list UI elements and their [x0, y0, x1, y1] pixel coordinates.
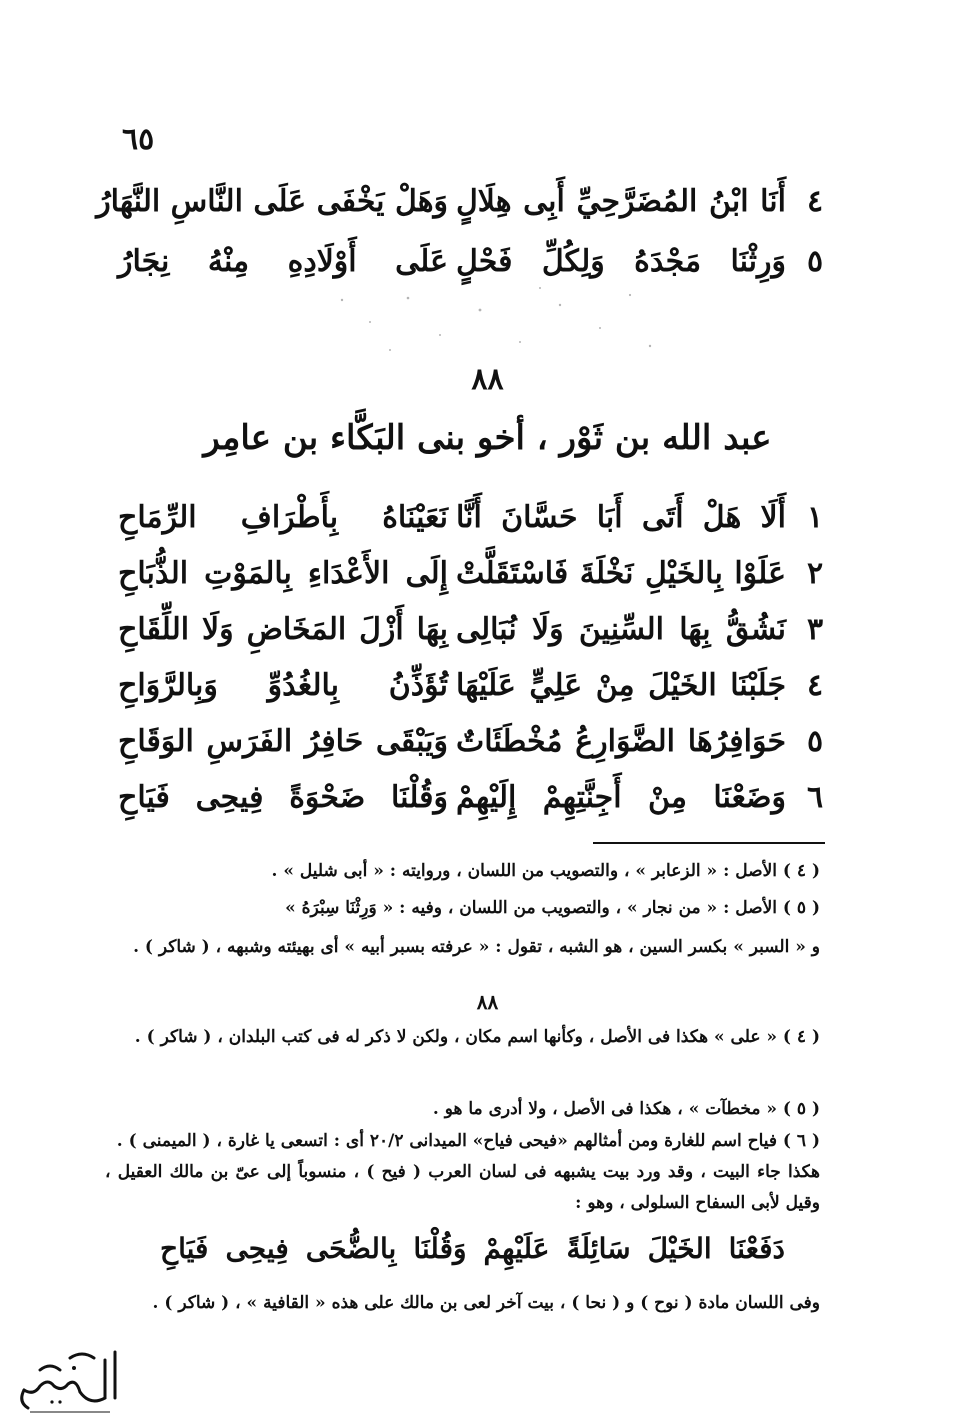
footnote-rule — [593, 842, 825, 844]
library-stamp-logo — [10, 1340, 128, 1418]
verse-first-hemistich: وَضَعْنَا مِنْ أَجِنَّتِهِمْ إِلَيْهِمْ — [456, 780, 786, 815]
verse-number: ٥ — [806, 244, 824, 279]
verse-first-hemistich: جَلَبْنَا الخَيْلَ مِنْ عَلِيٍّ عَلَيْهَا — [456, 668, 786, 703]
verse-second-hemistich: وَقُلْنَا ضَحْوَةً فِيحِى فَيَاحِ — [118, 780, 448, 815]
verse-second-hemistich: بِهَا أَزْلَ المَخَاضِ وَلَا اللِّقَاحِ — [118, 612, 448, 647]
verse-second-hemistich: نَعَيْنَاهُ بِأَطْرَافِ الرِّمَاحِ — [118, 500, 448, 535]
verse-second-hemistich: وَهَلْ يَخْفَى عَلَى النَّاسِ النَّهَارُ — [96, 184, 448, 219]
footnote: ( ٥ ) الأصل : « من نجار » ، والتصويب من اللسان ، وفيه : « وَرِثْنَا سِبْرَهُ » — [285, 898, 820, 918]
verse-line — [118, 716, 828, 772]
footnote: ( ٥ ) « مخطآت » ، هكذا فى الأصل ، ولا أدرى ما هو . — [432, 1099, 820, 1119]
verse-number: ٣ — [806, 612, 824, 647]
footnote: هكذا جاء البيت ، وقد ورد بيت يشبهه فى لسان العرب ( فيح ) ، منسوباً إلى عىّ بن مالك العقيل ، وقيل لأبى السفاح السلولى ، وهو : — [105, 1162, 820, 1213]
footnote: وفى اللسان مادة ( نوح ) و ( نحا ) ، بيت آخر لعى بن مالك على هذه « القافية » ، ( شاكر ) . — [152, 1293, 820, 1313]
verse-number: ٥ — [806, 724, 824, 759]
verse-first-hemistich: نَشُقُّ بِهَا السِّنِينَ وَلَا نُبَالِى — [456, 612, 786, 647]
verse-first-hemistich: وَرِثْنَا مَجْدَهُ وَلِكُلِّ فَحْلٍ — [456, 244, 786, 279]
verse-first-hemistich: أَلَا هَلْ أَتَى أَبَا حَسَّانَ أَنَّا — [456, 500, 786, 535]
verse-line — [118, 604, 828, 660]
verse-first-hemistich: عَلَوْا بِالخَيْلِ نَخْلَةَ فَاسْتَقَلَّتْ — [456, 556, 786, 591]
verse-number: ٤ — [806, 184, 824, 219]
verse-second-hemistich: إِلَى الأَعْدَاءِ بِالمَوْتِ الذُّبَاحِ — [118, 556, 448, 591]
verse-line — [118, 492, 828, 548]
footnote: ( ٤ ) « على » هكذا فى الأصل ، وكأنها اسم مكان ، ولكن لا ذكر له فى كتب البلدان ، ( شاكر ) . — [134, 1027, 820, 1047]
poem-number: ٨٨ — [471, 362, 504, 397]
verse-line — [118, 660, 828, 716]
verse-first-hemistich: أَنَا ابْنُ المُضَرَّحِيِّ أَبِى هِلَالٍ — [456, 184, 786, 219]
footnote: ( ٤ ) الأصل : « الزعابر » ، والتصويب من اللسان ، وروايته : « أبى شليل » . — [271, 861, 820, 881]
footnote: ( ٦ ) فياح اسم للغارة ومن أمثالهم «فيحى فياح» الميدانى ٢٠/٢ أى : اتسعى يا غارة ، ( الميمنى ) . — [116, 1131, 820, 1151]
verse-number: ٤ — [806, 668, 824, 703]
verse-line — [118, 772, 828, 828]
verse-first-hemistich: حَوَافِرُهَا الضَّوَارِعُ مُخْطَئَاتٌ — [456, 724, 786, 759]
verse-number: ٢ — [806, 556, 824, 591]
print-speckle — [330, 280, 660, 360]
verse-number: ٦ — [806, 780, 824, 815]
verse-line — [118, 548, 828, 604]
poem-title: عبد الله بن ثَوْر ، أخو بنى البَكَّاء بن عامِر — [203, 418, 772, 458]
verse-number: ١ — [806, 500, 824, 535]
verse-second-hemistich: وَيَبْقَى حَافِرُ الفَرَسِ الوَقَاحِ — [118, 724, 448, 759]
page-number: ٦٥ — [122, 122, 155, 157]
verse-second-hemistich: عَلَى أَوْلَادِهِ مِنْهُ نِجَارُ — [118, 244, 448, 279]
verse-second-hemistich: تُؤَذِّنُ بِالغُدُوِّ وَبِالرَّوَاحِ — [118, 668, 448, 703]
quoted-verse: دَفَعْنَا الخَيْلَ سَائِلَةً عَلَيْهِمْ وَقُلْنَا بِالضُّحَى فِيحِى فَيَاحِ — [160, 1232, 785, 1265]
verse-line — [96, 176, 828, 232]
footnote: و « السبر » بكسر السين ، هو الشبه ، تقول : « عرفته بسبر أبيه » أى بهيئته وشبهه ، ( شاكر ) . — [133, 937, 820, 957]
notes-number: ٨٨ — [476, 990, 499, 1014]
